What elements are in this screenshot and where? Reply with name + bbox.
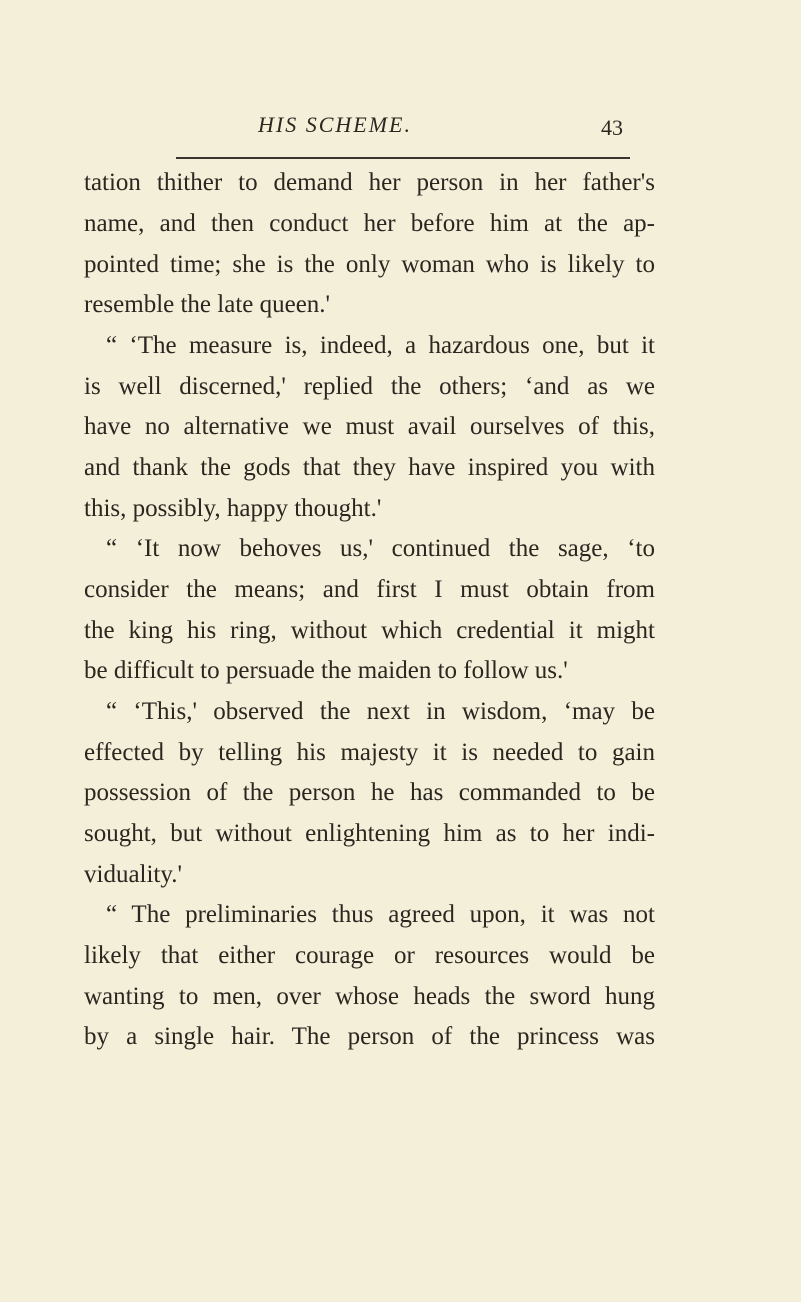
text-line: by a single hair. The person of the princess was xyxy=(84,1023,655,1050)
text-line: viduality.' xyxy=(84,861,183,888)
text-line: pointed time; she is the only woman who is likely to xyxy=(84,251,655,278)
text-line: be difficult to persuade the maiden to follow us.' xyxy=(84,657,568,684)
text-line: effected by telling his majesty it is needed to gain xyxy=(84,739,655,766)
running-head xyxy=(0,112,801,142)
text-line: likely that either courage or resources would be xyxy=(84,942,655,969)
text-line: tation thither to demand her person in her father's xyxy=(84,169,655,196)
text-line: is well discerned,' replied the others; ‘and as we xyxy=(84,373,655,400)
text-line: name, and then conduct her before him at the ap- xyxy=(84,210,655,237)
text-line: “ ‘This,' observed the next in wisdom, ‘may be xyxy=(106,698,655,725)
header-rule xyxy=(176,157,630,159)
text-line: and thank the gods that they have inspired you with xyxy=(84,454,655,481)
text-line: have no alternative we must avail ourselves of this, xyxy=(84,413,655,440)
text-line: “ The preliminaries thus agreed upon, it was not xyxy=(106,901,655,928)
text-line: sought, but without enlightening him as to her indi- xyxy=(84,820,655,847)
text-line: possession of the person he has commanded to be xyxy=(84,779,655,806)
text-line: consider the means; and first I must obtain from xyxy=(84,576,655,603)
text-line: resemble the late queen.' xyxy=(84,291,331,318)
text-line: the king his ring, without which credential it might xyxy=(84,617,655,644)
text-line: this, possibly, happy thought.' xyxy=(84,495,382,522)
text-line: wanting to men, over whose heads the sword hung xyxy=(84,983,655,1010)
page-number: 43 xyxy=(601,115,623,140)
text-line: “ ‘The measure is, indeed, a hazardous one, but it xyxy=(106,332,655,359)
text-line: “ ‘It now behoves us,' continued the sage, ‘to xyxy=(106,535,655,562)
running-title: HIS SCHEME. xyxy=(258,112,412,137)
